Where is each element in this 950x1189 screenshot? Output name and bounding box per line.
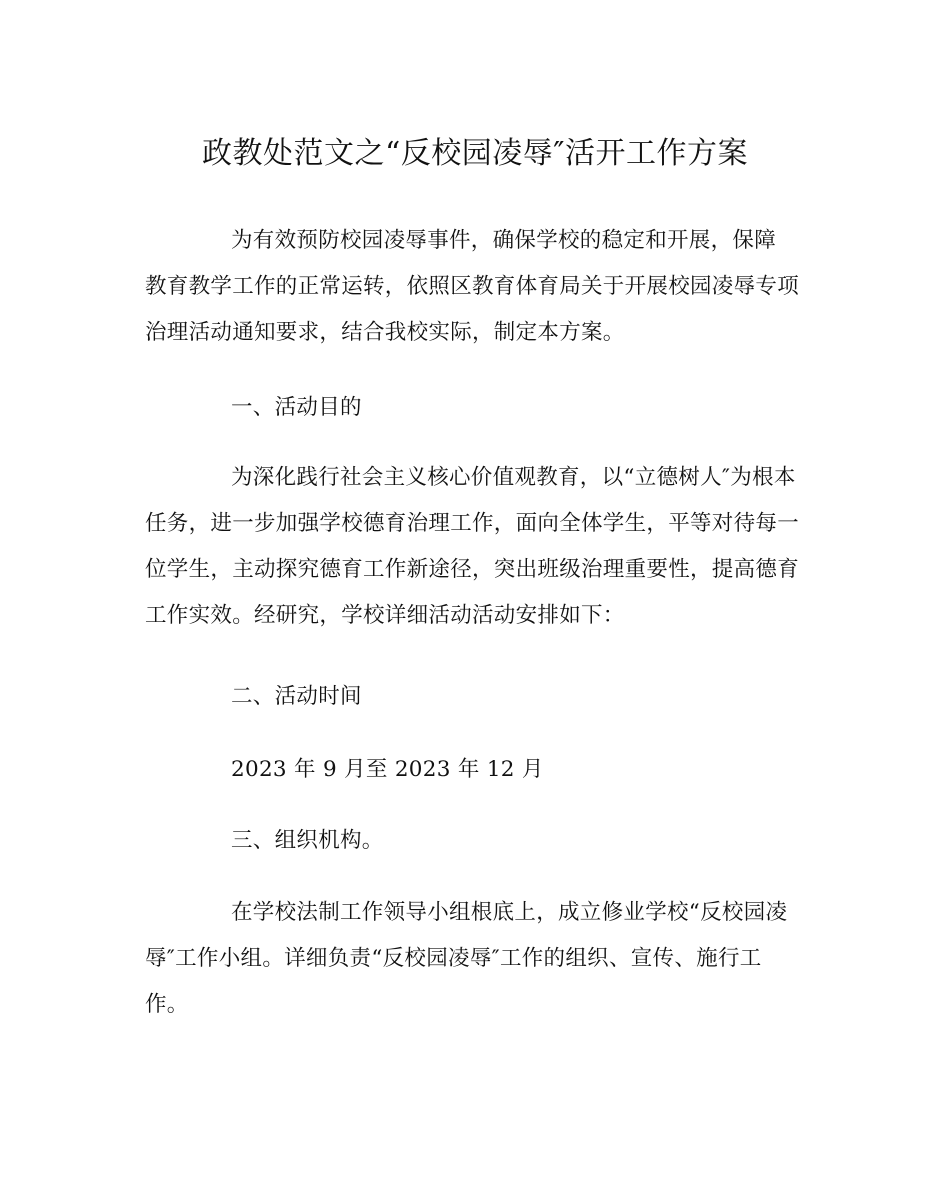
section-heading-purpose: 一、活动目的 [231,395,362,420]
paragraph-line: 在学校法制工作领导小组根底上，成立修业学校“反校园凌 [231,900,788,925]
document-title: 政教处范文之“反校园凌辱″活开工作方案 [201,136,749,171]
section-heading-organization: 三、组织机构。 [231,828,384,853]
section-heading-time: 二、活动时间 [231,684,362,709]
paragraph-line: 任务，进一步加强学校德育治理工作，面向全体学生，平等对待每一 [145,511,800,536]
activity-period: 2023 年 9 月至 2023 年 12 月 [231,757,544,782]
paragraph-line: 位学生，主动探究德育工作新途径，突出班级治理重要性，提高德育 [145,557,800,582]
paragraph-line: 作。 [145,992,189,1017]
paragraph-line: 工作实效。经研究，学校详细活动活动安排如下： [145,603,625,628]
organization-paragraph [145,890,810,1028]
intro-paragraph [145,218,810,356]
paragraph-line: 辱″工作小组。详细负责“反校园凌辱″工作的组织、宣传、施行工 [145,946,762,971]
paragraph-line: 治理活动通知要求，结合我校实际，制定本方案。 [145,320,625,345]
paragraph-line: 教育教学工作的正常运转，依照区教育体育局关于开展校园凌辱专项 [145,274,800,299]
purpose-paragraph [145,455,810,639]
paragraph-line: 为深化践行社会主义核心价值观教育，以“立德树人″为根本 [231,465,796,490]
paragraph-line: 为有效预防校园凌辱事件，确保学校的稳定和开展，保障 [231,228,777,253]
